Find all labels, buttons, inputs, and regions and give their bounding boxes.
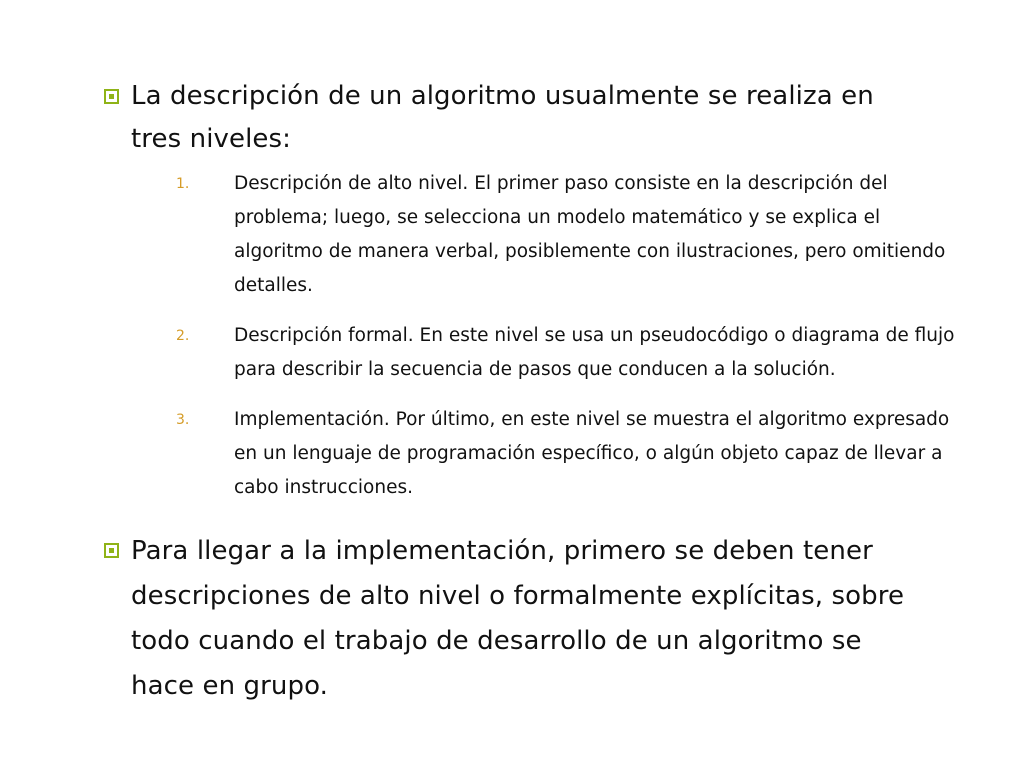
list-number: 1. <box>176 176 190 192</box>
list-number: 2. <box>176 328 190 344</box>
square-bullet-icon <box>104 543 119 558</box>
numbered-list <box>176 167 956 521</box>
main-bullet-text: Para llegar a la implementación, primero se deben tener descripciones de alto nivel o formalmente explícitas, sobre todo cuando el trabajo de desarrollo de un algoritmo se hace en grupo. <box>131 536 905 701</box>
main-bullet-levels <box>104 75 924 161</box>
list-item-1 <box>176 167 956 303</box>
list-item-text: Descripción formal. En este nivel se usa un pseudocódigo o diagrama de flujo para describir la secuencia de pasos que conducen a la solución. <box>234 325 955 380</box>
list-item-3 <box>176 403 956 505</box>
list-item-text: Descripción de alto nivel. El primer paso consiste en la descripción del problema; luego, se selecciona un modelo matemático y se explica el algoritmo de manera verbal, posiblemente con ilustraciones, pero omitiendo detalles. <box>234 173 946 296</box>
main-bullet-text: La descripción de un algoritmo usualmente se realiza en tres niveles: <box>131 81 874 154</box>
list-item-text: Implementación. Por último, en este nivel se muestra el algoritmo expresado en un lenguaje de programación específico, o algún objeto capaz de llevar a cabo instrucciones. <box>234 409 950 498</box>
main-bullet-implementation <box>104 529 924 709</box>
list-number: 3. <box>176 412 190 428</box>
list-item-2 <box>176 319 956 387</box>
square-bullet-icon <box>104 89 119 104</box>
